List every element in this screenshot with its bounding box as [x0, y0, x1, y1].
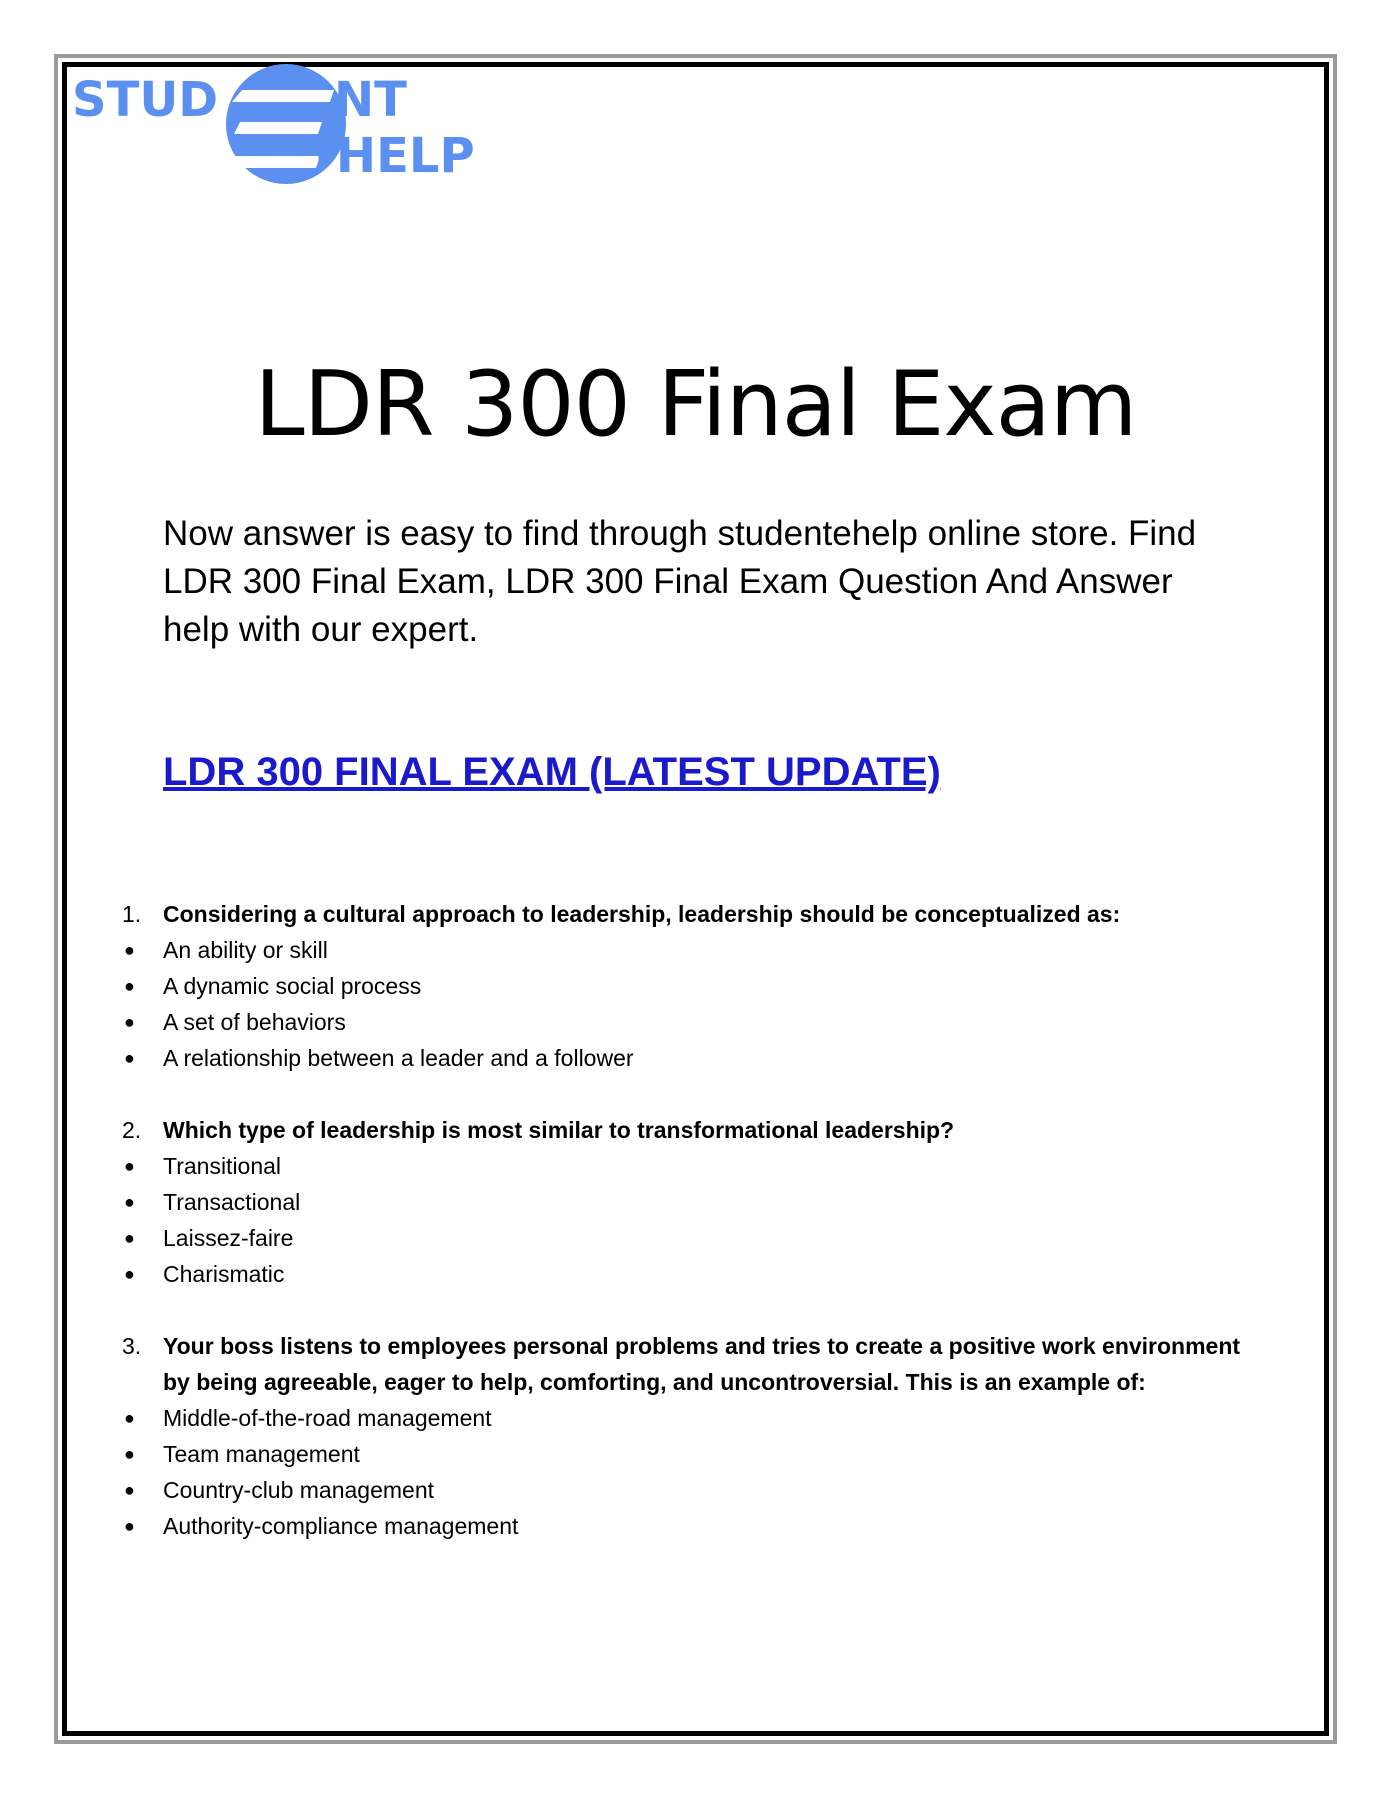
page-title: LDR 300 Final Exam: [254, 352, 1137, 457]
question-stem: [110, 1328, 1260, 1400]
answer-option: [110, 1256, 1260, 1292]
answer-option-text: A dynamic social process: [163, 973, 422, 999]
answer-option-text: Transitional: [163, 1153, 282, 1179]
bullet-icon: ●: [124, 1012, 135, 1032]
latest-update-link[interactable]: LDR 300 FINAL EXAM (LATEST UPDATE): [163, 750, 941, 794]
bullet-icon: ●: [124, 1408, 135, 1428]
bullet-icon: ●: [124, 1480, 135, 1500]
bullet-icon: ●: [124, 1228, 135, 1248]
answer-option: [110, 1472, 1260, 1508]
question-text: Which type of leadership is most similar to transformational leadership?: [163, 1117, 955, 1143]
question-item: [110, 1112, 1260, 1292]
bullet-icon: ●: [124, 1192, 135, 1212]
question-item: [110, 896, 1260, 1076]
logo-text-help: -HELP: [316, 128, 475, 184]
answer-option: [110, 1040, 1260, 1076]
answer-option-text: A set of behaviors: [163, 1009, 346, 1035]
bullet-icon: ●: [124, 976, 135, 996]
answer-option: [110, 968, 1260, 1004]
question-list: [110, 896, 1260, 1580]
student-help-logo: [72, 64, 512, 194]
question-number: 1.: [122, 901, 142, 927]
answer-option-text: An ability or skill: [163, 937, 328, 963]
answer-option: [110, 1184, 1260, 1220]
answer-option-text: Charismatic: [163, 1261, 285, 1287]
answer-option: [110, 932, 1260, 968]
bullet-icon: ●: [124, 1048, 135, 1068]
question-text: Considering a cultural approach to leadership, leadership should be conceptualized as:: [163, 901, 1121, 927]
answer-option-text: Authority-compliance management: [163, 1513, 519, 1539]
answer-option: [110, 1400, 1260, 1436]
question-stem: [110, 1112, 1260, 1148]
question-stem: [110, 896, 1260, 932]
answer-option: [110, 1004, 1260, 1040]
logo-text-stud: STUD: [72, 72, 219, 128]
question-number: 3.: [122, 1333, 142, 1359]
bullet-icon: ●: [124, 1516, 135, 1536]
question-number: 2.: [122, 1117, 142, 1143]
answer-option-text: A relationship between a leader and a follower: [163, 1045, 634, 1071]
bullet-icon: ●: [124, 940, 135, 960]
answer-option-text: Team management: [163, 1441, 360, 1467]
answer-option: [110, 1436, 1260, 1472]
answer-option-text: Laissez-faire: [163, 1225, 294, 1251]
logo-text-nt: NT: [334, 72, 407, 128]
answer-option-text: Country-club management: [163, 1477, 435, 1503]
bullet-icon: ●: [124, 1264, 135, 1284]
answer-option-text: Middle-of-the-road management: [163, 1405, 492, 1431]
intro-paragraph: Now answer is easy to find through studentehelp online store. Find LDR 300 Final Exam, LDR 300 Final Exam Question And Answer help with our expert.: [163, 514, 1197, 649]
bullet-icon: ●: [124, 1156, 135, 1176]
bullet-icon: ●: [124, 1444, 135, 1464]
answer-option: [110, 1508, 1260, 1544]
question-text: Your boss listens to employees personal problems and tries to create a positive work environment by being agreeable, eager to help, comforting, and uncontroversial. This is an example of:: [163, 1333, 1241, 1395]
answer-option-text: Transactional: [163, 1189, 301, 1215]
answer-option: [110, 1148, 1260, 1184]
question-item: [110, 1328, 1260, 1544]
answer-option: [110, 1220, 1260, 1256]
